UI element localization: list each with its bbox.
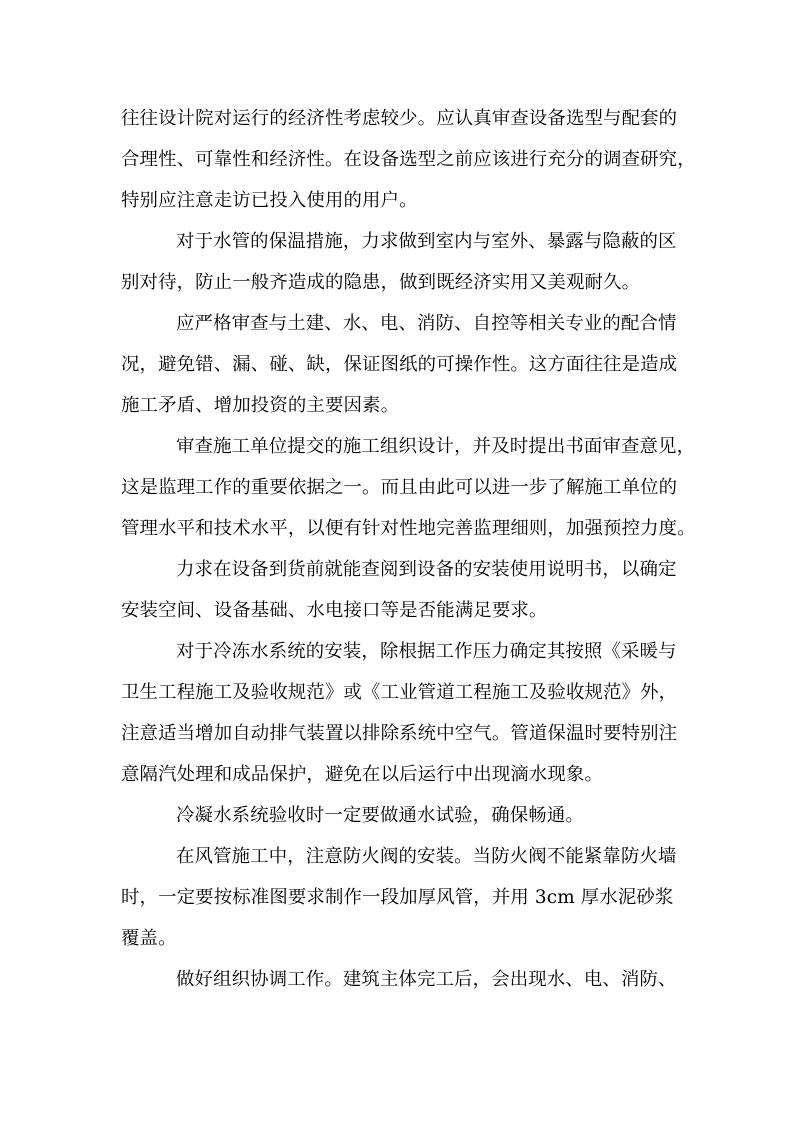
text-line: 应严格审查与土建、水、电、消防、自控等相关专业的配合情 [176,313,677,334]
text-line: 审查施工单位提交的施工组织设计，并及时提出书面审查意见， [176,436,696,457]
text-line: 往往设计院对运行的经济性考虑较少。应认真审查设备选型与配套的 [121,108,678,129]
text-line: 注意适当增加自动排气装置以排除系统中空气。管道保温时要特别注 [121,723,678,744]
text-line: 时，一定要按标准图要求制作一段加厚风管，并用 3cm 厚水泥砂浆 [121,887,674,908]
text-line: 卫生工程施工及验收规范》或《工业管道工程施工及验收规范》外， [121,682,678,703]
text-line: 做好组织协调工作。建筑主体完工后，会出现水、电、消防、 [176,969,677,990]
text-line: 合理性、可靠性和经济性。在设备选型之前应该进行充分的调查研究， [121,149,696,170]
text-line: 意隔汽处理和成品保护，避免在以后运行中出现滴水现象。 [121,764,604,785]
text-line: 覆盖。 [121,928,177,949]
text-line: 对于冷冻水系统的安装，除根据工作压力确定其按照《采暖与 [176,641,677,662]
text-line: 力求在设备到货前就能查阅到设备的安装使用说明书，以确定 [176,559,677,580]
text-line: 况，避免错、漏、碰、缺，保证图纸的可操作性。这方面往往是造成 [121,354,678,375]
text-line: 施工矛盾、增加投资的主要因素。 [121,395,400,416]
text-line: 特别应注意走访已投入使用的用户。 [121,190,418,211]
text-line: 对于水管的保温措施，力求做到室内与室外、暴露与隐蔽的区 [176,231,677,252]
text-line: 安装空间、设备基础、水电接口等是否能满足要求。 [121,600,548,621]
text-line: 别对待，防止一般齐造成的隐患，做到既经济实用又美观耐久。 [121,272,641,293]
text-line: 这是监理工作的重要依据之一。而且由此可以进一步了解施工单位的 [121,477,678,498]
text-line: 在风管施工中，注意防火阀的安装。当防火阀不能紧靠防火墙 [176,846,677,867]
text-line: 冷凝水系统验收时一定要做通水试验，确保畅通。 [176,805,584,826]
text-line: 管理水平和技术水平，以便有针对性地完善监理细则，加强预控力度。 [121,518,696,539]
